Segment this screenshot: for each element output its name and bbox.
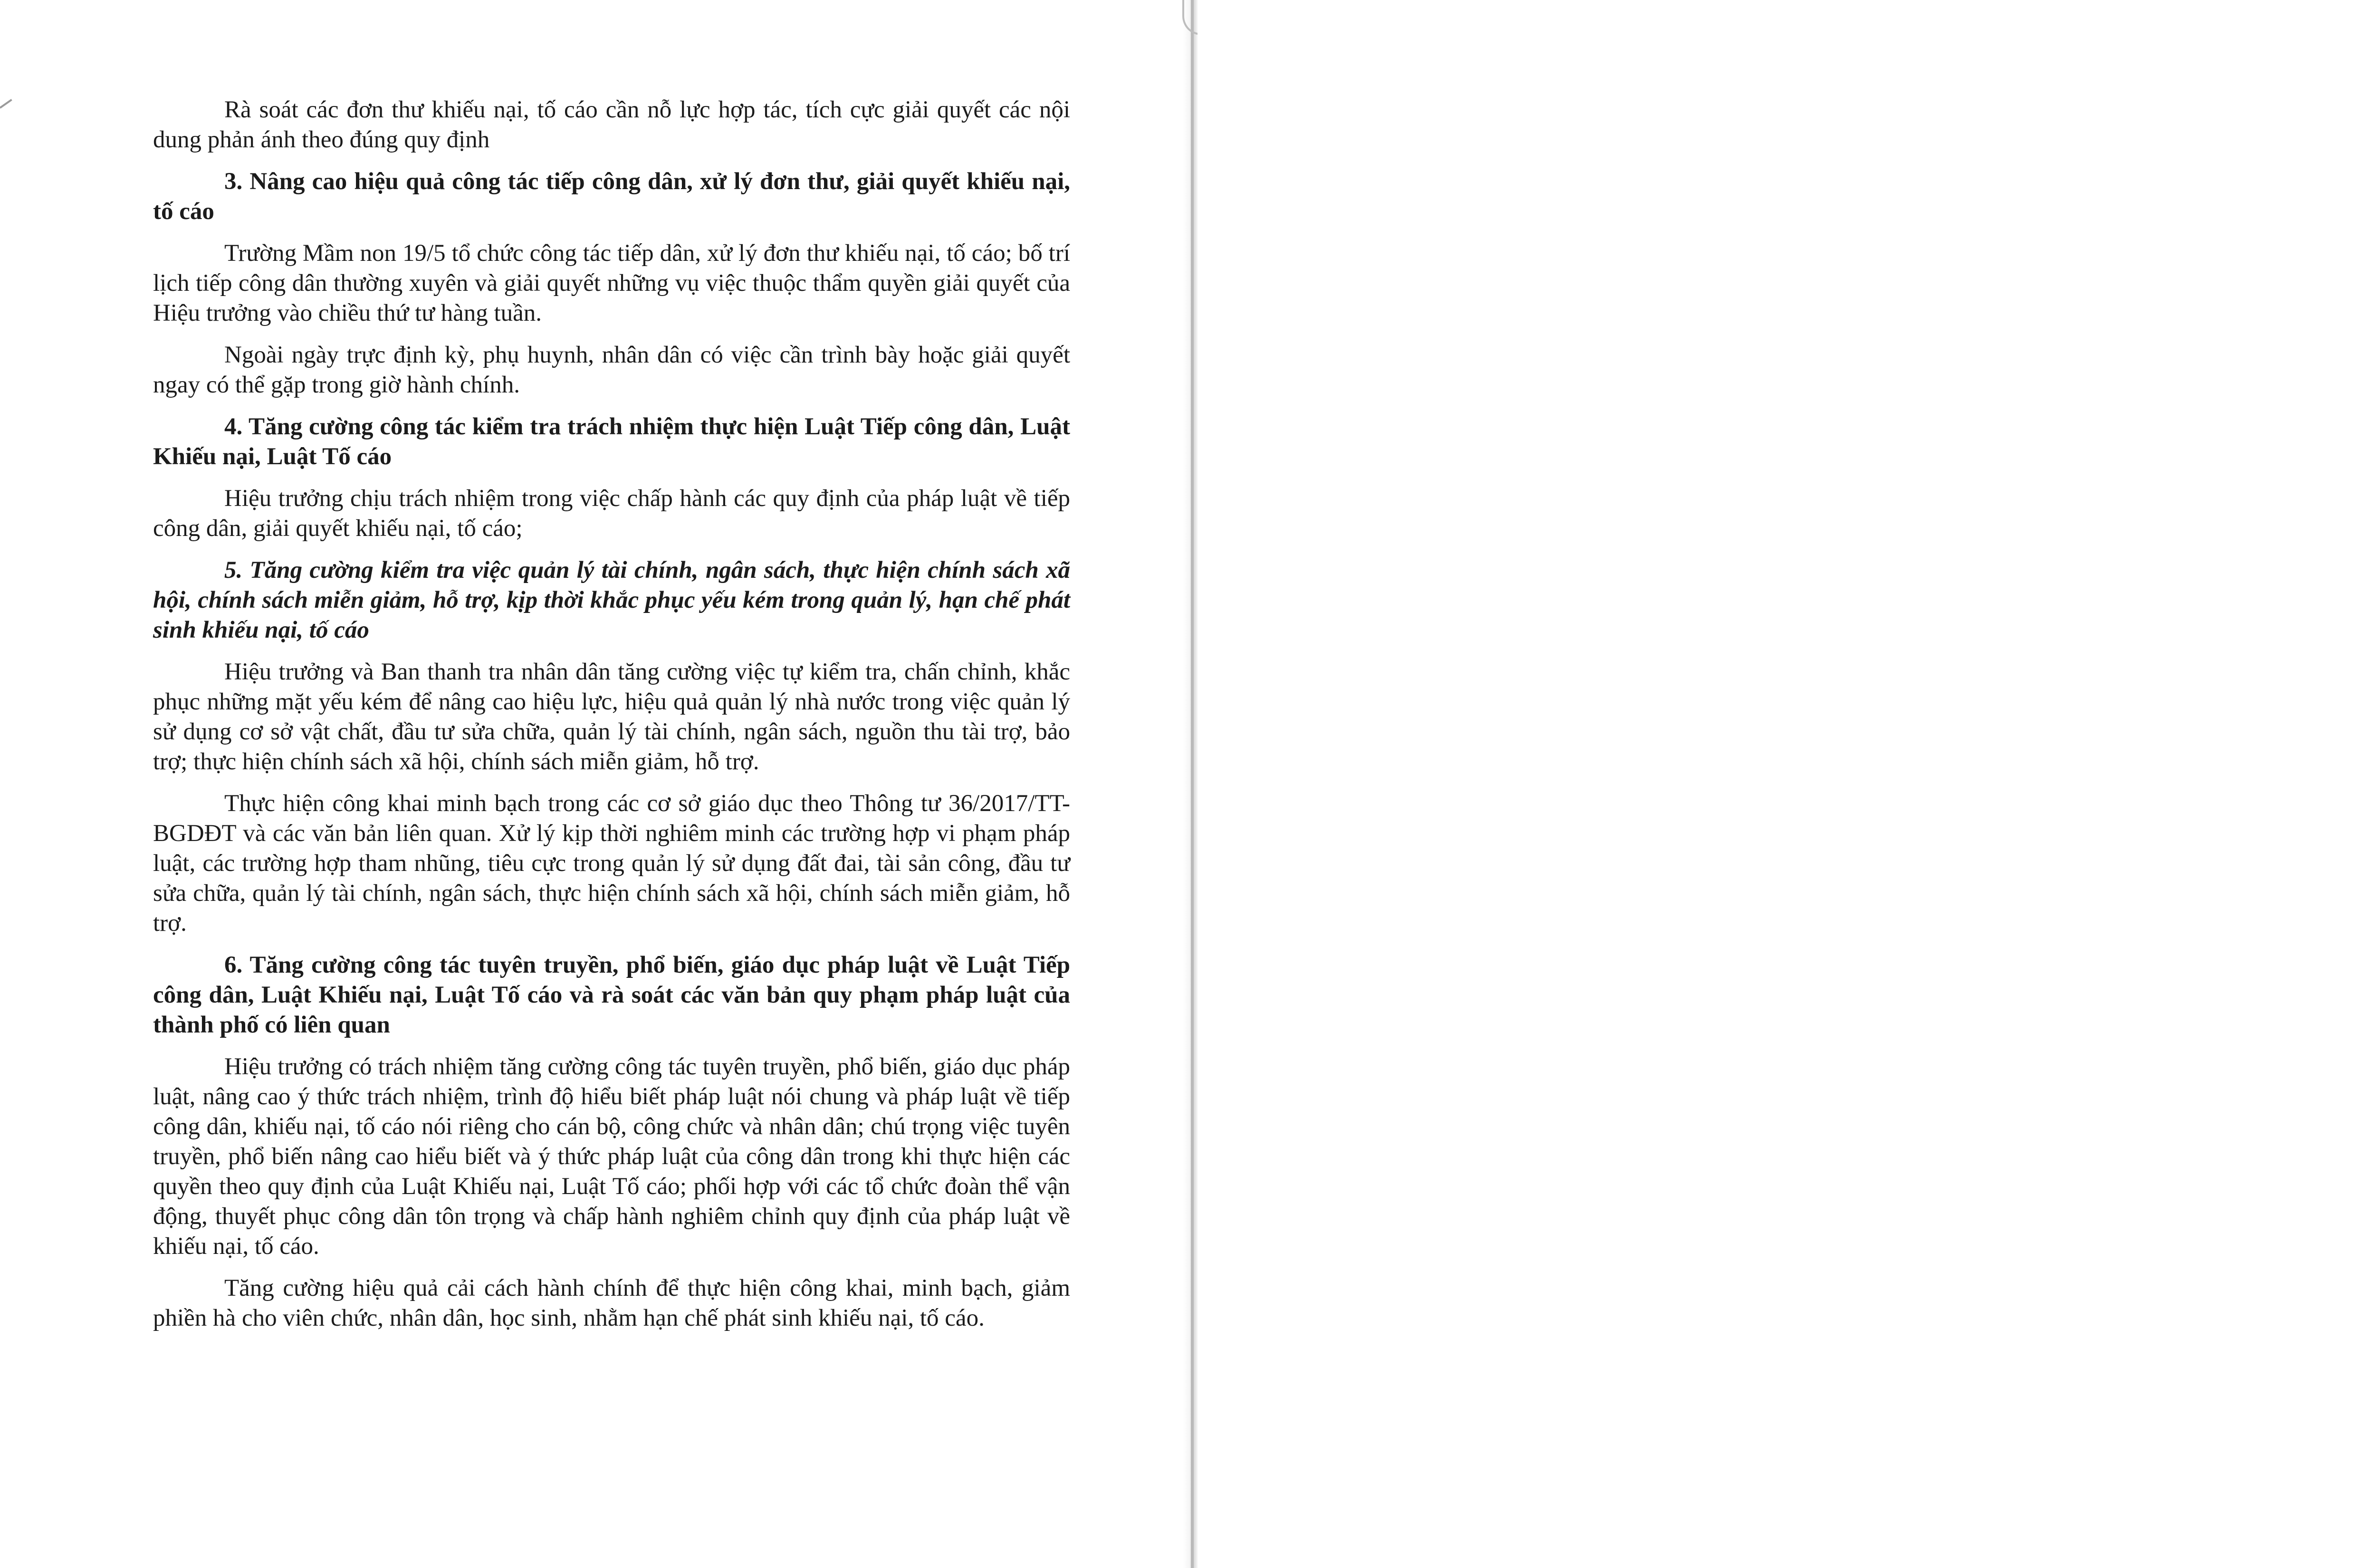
left-paragraph-6: Thực hiện công khai minh bạch trong các cơ sở giáo dục theo Thông tư 36/2017/TT-BGDĐT và các văn bản liên quan. Xử lý kịp thời nghiêm minh các trường hợp vi phạm pháp luật, các trường hợp tham nhũng, tiêu cực trong quản lý sử dụng đất đai, tài sản công, đầu tư sửa chữa, quản lý tài chính, ngân sách, thực hiện chính sách xã hội, chính sách miễn giảm, hỗ trợ. <box>153 790 1070 937</box>
heading-section-4: 4. Tăng cường công tác kiểm tra trách nhiệm thực hiện Luật Tiếp công dân, Luật Khiếu nại, Luật Tố cáo <box>153 413 1070 470</box>
left-paragraph-8: Tăng cường hiệu quả cải cách hành chính để thực hiện công khai, minh bạch, giảm phiền hà cho viên chức, nhân dân, học sinh, nhằm hạn chế phát sinh khiếu nại, tố cáo. <box>153 1275 1070 1331</box>
heading-section-3: 3. Nâng cao hiệu quả công tác tiếp công dân, xử lý đơn thư, giải quyết khiếu nại, tố cáo <box>153 168 1070 225</box>
left-page-column <box>153 95 1070 1345</box>
scan-corner-mark <box>0 99 12 108</box>
page-fold-line <box>1191 0 1194 1568</box>
left-paragraph-5: Hiệu trưởng và Ban thanh tra nhân dân tăng cường việc tự kiểm tra, chấn chỉnh, khắc phục những mặt yếu kém để nâng cao hiệu lực, hiệu quả quản lý nhà nước trong việc quản lý sử dụng cơ sở vật chất, đầu tư sửa chữa, quản lý tài chính, ngân sách, nguồn thu tài trợ, bảo trợ; thực hiện chính sách xã hội, chính sách miễn giảm, hỗ trợ. <box>153 659 1070 775</box>
left-paragraph-3: Ngoài ngày trực định kỳ, phụ huynh, nhân dân có việc cần trình bày hoặc giải quyết ngay có thể gặp trong giờ hành chính. <box>153 342 1070 398</box>
heading-section-6: 6. Tăng cường công tác tuyên truyền, phổ biến, giáo dục pháp luật về Luật Tiếp công dân, Luật Khiếu nại, Luật Tố cáo và rà soát các văn bản quy phạm pháp luật của thành phố có liên quan <box>153 952 1070 1038</box>
left-paragraph-4: Hiệu trưởng chịu trách nhiệm trong việc chấp hành các quy định của pháp luật về tiếp công dân, giải quyết khiếu nại, tố cáo; <box>153 485 1070 542</box>
left-paragraph-7: Hiệu trưởng có trách nhiệm tăng cường công tác tuyên truyền, phổ biến, giáo dục pháp luật, nâng cao ý thức trách nhiệm, trình độ hiểu biết pháp luật nói chung và pháp luật về tiếp công dân, khiếu nại, tố cáo nói riêng cho cán bộ, công chức và nhân dân; chú trọng việc tuyên truyền, phổ biến nâng cao hiểu biết và ý thức pháp luật của công dân trong khi thực hiện các quyền theo quy định của Luật Khiếu nại, Luật Tố cáo; phối hợp với các tổ chức đoàn thể vận động, thuyết phục công dân tôn trọng và chấp hành nghiêm chỉnh quy định của pháp luật về khiếu nại, tố cáo. <box>153 1053 1070 1260</box>
right-page <box>1198 0 2376 1568</box>
heading-section-5: 5. Tăng cường kiểm tra việc quản lý tài chính, ngân sách, thực hiện chính sách xã hội, chính sách miễn giảm, hỗ trợ, kịp thời khắc phục yếu kém trong quản lý, hạn chế phát sinh khiếu nại, tố cáo <box>153 557 1070 643</box>
left-paragraph-1: Rà soát các đơn thư khiếu nại, tố cáo cần nỗ lực hợp tác, tích cực giải quyết các nội dung phản ánh theo đúng quy định <box>153 96 1070 153</box>
left-paragraph-2: Trường Mầm non 19/5 tổ chức công tác tiếp dân, xử lý đơn thư khiếu nại, tố cáo; bố trí lịch tiếp công dân thường xuyên và giải quyết những vụ việc thuộc thẩm quyền giải quyết của Hiệu trưởng vào chiều thứ tư hàng tuần. <box>153 240 1070 326</box>
